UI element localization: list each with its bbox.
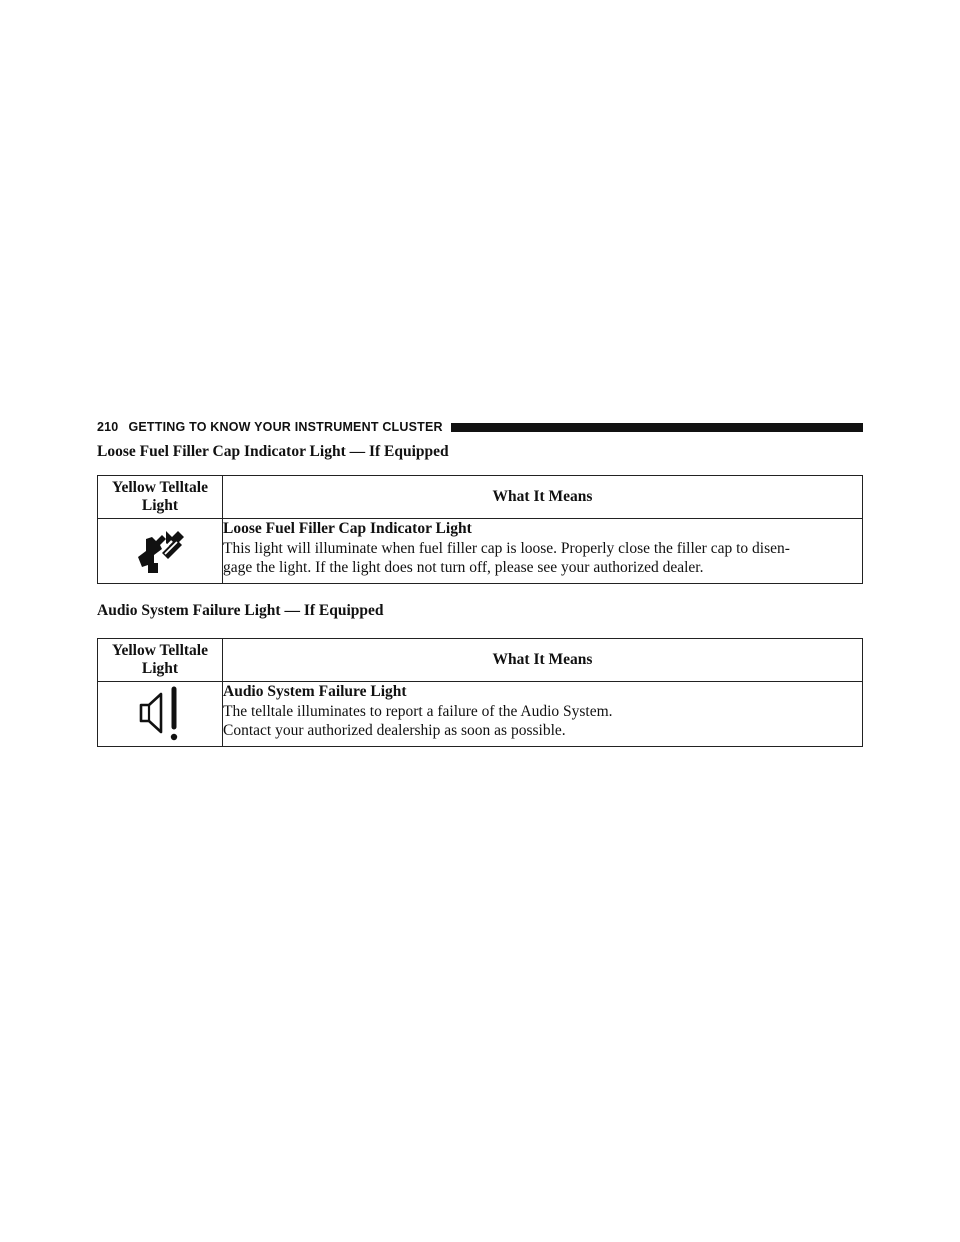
section-heading-audio-system: Audio System Failure Light — If Equipped (97, 602, 384, 619)
table-header-row (98, 476, 863, 519)
table-header-row (98, 639, 863, 682)
description-title: Audio System Failure Light (223, 683, 407, 700)
col-header-telltale: Yellow Telltale Light (98, 639, 223, 682)
table-row (98, 682, 863, 747)
description-cell (223, 519, 863, 584)
audio-system-table (97, 638, 863, 747)
col-header-what-it-means: What It Means (223, 639, 863, 682)
icon-cell (98, 519, 223, 584)
icon-cell (98, 682, 223, 747)
description-line: gage the light. If the light does not turn off, please see your authorized dealer. (223, 559, 704, 576)
col-header-what-it-means: What It Means (223, 476, 863, 519)
page-header (97, 420, 863, 434)
speaker-warning-icon (98, 685, 222, 743)
description-line: Contact your authorized dealership as soon as possible. (223, 722, 566, 739)
table-row (98, 519, 863, 584)
description-line: The telltale illuminates to report a failure of the Audio System. (223, 702, 613, 720)
col-header-telltale: Yellow Telltale Light (98, 476, 223, 519)
fuel-cap-table (97, 475, 863, 584)
section-heading-fuel-cap: Loose Fuel Filler Cap Indicator Light — If Equipped (97, 443, 449, 460)
chapter-title: GETTING TO KNOW YOUR INSTRUMENT CLUSTER (128, 420, 443, 434)
description-title: Loose Fuel Filler Cap Indicator Light (223, 520, 472, 537)
fuel-cap-icon (98, 527, 222, 575)
header-rule (451, 423, 863, 432)
page-number: 210 (97, 420, 119, 434)
description-line: This light will illuminate when fuel filler cap is loose. Properly close the filler cap to disen- (223, 539, 790, 557)
description-cell (223, 682, 863, 747)
